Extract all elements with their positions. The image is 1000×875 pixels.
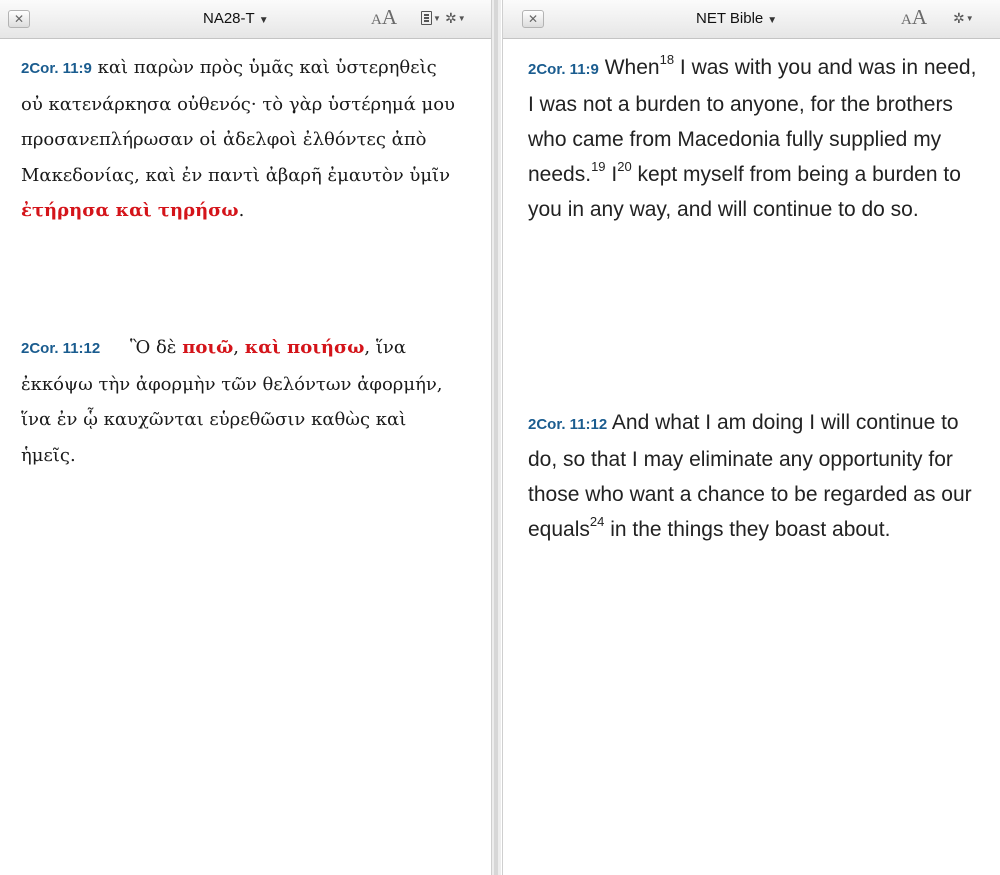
right-resource-pane — [502, 0, 1000, 875]
verse-reference-link[interactable]: 2Cor. 11:12 — [528, 416, 608, 433]
verse-text: . — [238, 200, 245, 221]
verse-text: I was with you and was in need, I was not a burden to anyone, for the brothers who came from Macedonia fully supplied my needs. — [528, 56, 977, 186]
font-size-button-right[interactable] — [901, 5, 927, 30]
right-pane-toolbar — [503, 0, 1000, 39]
font-size-big-label: A — [911, 5, 928, 29]
settings-button-right[interactable] — [953, 8, 974, 28]
highlighted-text: καὶ ποιήσω — [244, 337, 365, 358]
verse-reference-link[interactable]: 2Cor. 11:12 — [21, 340, 101, 357]
verse-block — [528, 405, 978, 547]
verse-block — [21, 330, 461, 473]
gear-icon: ✲ — [953, 9, 965, 26]
resource-selector-right[interactable] — [696, 10, 777, 27]
resource-title-left: NA28-T — [203, 10, 255, 27]
chevron-down-icon: ▼ — [965, 13, 974, 23]
verse-text: in the things they boast about. — [610, 518, 891, 541]
chevron-down-icon: ▼ — [767, 15, 778, 26]
view-options-button[interactable] — [421, 8, 441, 28]
left-resource-pane — [0, 0, 492, 875]
right-pane-content — [503, 38, 1000, 875]
verse-text: kept myself from being a burden to you in any way, and will continue to do so. — [528, 163, 961, 221]
verse-text: I — [611, 163, 618, 186]
chevron-down-icon: ▼ — [457, 13, 466, 23]
footnote-link[interactable]: 19 — [591, 159, 606, 174]
close-icon[interactable]: ✕ — [522, 10, 544, 28]
gear-icon: ✲ — [445, 9, 457, 26]
verse-text: And what I am doing I will continue to do, so that I may eliminate any opportunity for those who want a chance to be regarded as our equals — [528, 411, 972, 541]
highlighted-text: ποιῶ — [182, 337, 234, 358]
verse-text: Ὃ δὲ — [129, 337, 177, 358]
verse-reference-link[interactable]: 2Cor. 11:9 — [528, 61, 599, 78]
highlighted-text: ἐτήρησα καὶ τηρήσω — [21, 200, 239, 221]
verse-block — [528, 50, 978, 227]
footnote-link[interactable]: 18 — [659, 52, 675, 67]
left-pane-toolbar — [0, 0, 491, 39]
footnote-link[interactable]: 24 — [589, 514, 605, 529]
verse-text: When — [604, 56, 660, 79]
resource-selector-left[interactable] — [203, 10, 269, 27]
verse-text: καὶ παρὼν πρὸς ὑμᾶς καὶ ὑστερηθεὶς οὐ κατενάρκησα οὐθενός· τὸ γὰρ ὑστέρημά μου προσανεπλήρωσαν οἱ ἀδελφοὶ ἐλθόντες ἀπὸ Μακεδονίας, καὶ ἐν παντὶ ἀβαρῆ ἐμαυτὸν ὑμῖν — [21, 57, 455, 186]
footnote-link[interactable]: 20 — [617, 159, 632, 174]
chevron-down-icon: ▼ — [258, 15, 269, 26]
resource-title-right: NET Bible — [696, 10, 764, 27]
font-size-small-label: A — [371, 12, 382, 28]
pane-splitter[interactable] — [492, 0, 501, 875]
settings-button-left[interactable] — [445, 8, 466, 28]
font-size-big-label: A — [381, 5, 398, 29]
font-size-button-left[interactable] — [371, 5, 397, 30]
verse-text: , — [233, 337, 239, 358]
chevron-down-icon: ▼ — [433, 13, 441, 23]
verse-block — [21, 50, 461, 229]
close-icon[interactable]: ✕ — [8, 10, 30, 28]
document-icon — [421, 11, 432, 25]
verse-reference-link[interactable]: 2Cor. 11:9 — [21, 60, 92, 77]
verse-text: , ἵνα ἐκκόψω τὴν ἀφορμὴν τῶν θελόντων ἀφορμήν, ἵνα ἐν ᾧ καυχῶνται εὑρεθῶσιν καθὼς καὶ ἡμεῖς. — [21, 337, 443, 466]
font-size-small-label: A — [901, 12, 912, 28]
left-pane-content — [0, 38, 491, 875]
